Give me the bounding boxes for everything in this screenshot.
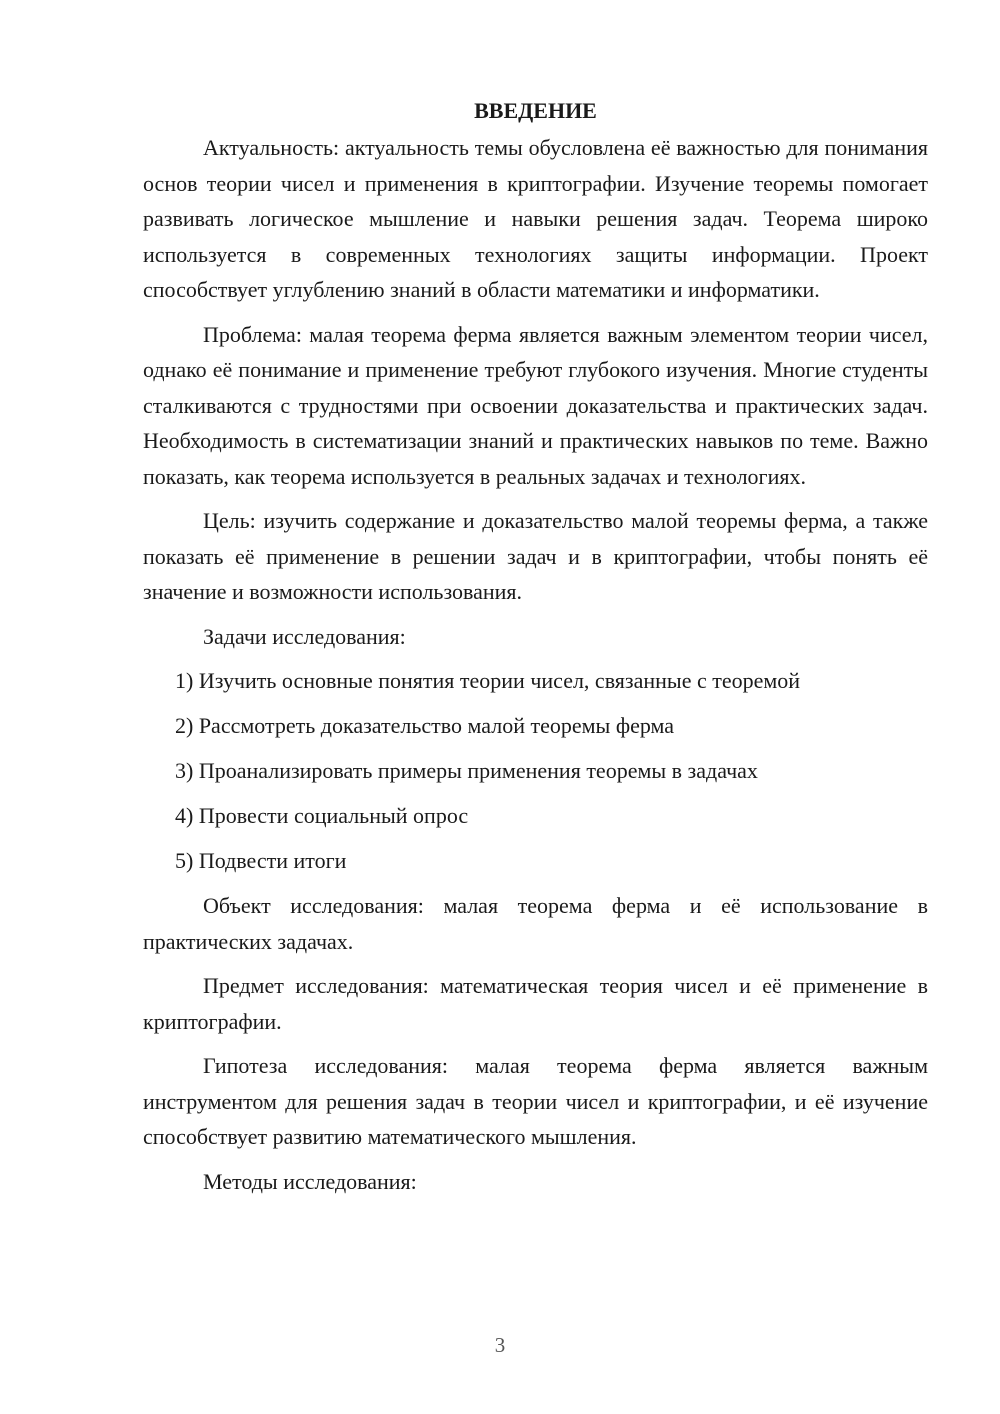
tasks-heading: Задачи исследования:	[203, 623, 406, 649]
task-item-4: 4) Провести социальный опрос	[175, 803, 469, 828]
task-item-5: 5) Подвести итоги	[175, 848, 347, 873]
hypothesis-paragraph: Гипотеза исследования: малая теорема ферма является важным инструментом для решения задач в теории чисел и криптографии, и её изучение способствует развитию математического мышления.	[143, 1053, 928, 1149]
tasks-list	[143, 663, 928, 879]
document-page	[143, 96, 928, 1208]
task-item-2: 2) Рассмотреть доказательство малой теоремы ферма	[175, 713, 675, 738]
subject-paragraph: Предмет исследования: математическая теория чисел и её применение в криптографии.	[143, 973, 928, 1034]
page-number: 3	[494, 1333, 506, 1357]
methods-heading: Методы исследования:	[203, 1168, 417, 1194]
problem-paragraph: Проблема: малая теорема ферма является важным элементом теории чисел, однако её понимание и применение требуют глубокого изучения. Многие студенты сталкиваются с трудностями при освоении доказательства и практических задач. Необходимость в систематизации знаний и практических навыков по теме. Важно показать, как теорема используется в реальных задачах и технологиях.	[143, 321, 928, 489]
relevance-paragraph: Актуальность: актуальность темы обусловлена её важностью для понимания основ теории чисел и применения в криптографии. Изучение теоремы помогает развивать логическое мышление и навыки решения задач. Теорема широко используется в современных технологиях защиты информации. Проект способствует углублению знаний в области математики и информатики.	[143, 135, 928, 302]
task-item-1: 1) Изучить основные понятия теории чисел, связанные с теоремой	[175, 668, 801, 693]
goal-paragraph: Цель: изучить содержание и доказательство малой теоремы ферма, а также показать её применение в решении задач и в криптографии, чтобы понять её значение и возможности использования.	[143, 508, 928, 604]
section-title: ВВЕДЕНИЕ	[474, 98, 597, 123]
task-item-3: 3) Проанализировать примеры применения теоремы в задачах	[175, 758, 758, 783]
object-paragraph: Объект исследования: малая теорема ферма и её использование в практических задачах.	[143, 893, 928, 954]
